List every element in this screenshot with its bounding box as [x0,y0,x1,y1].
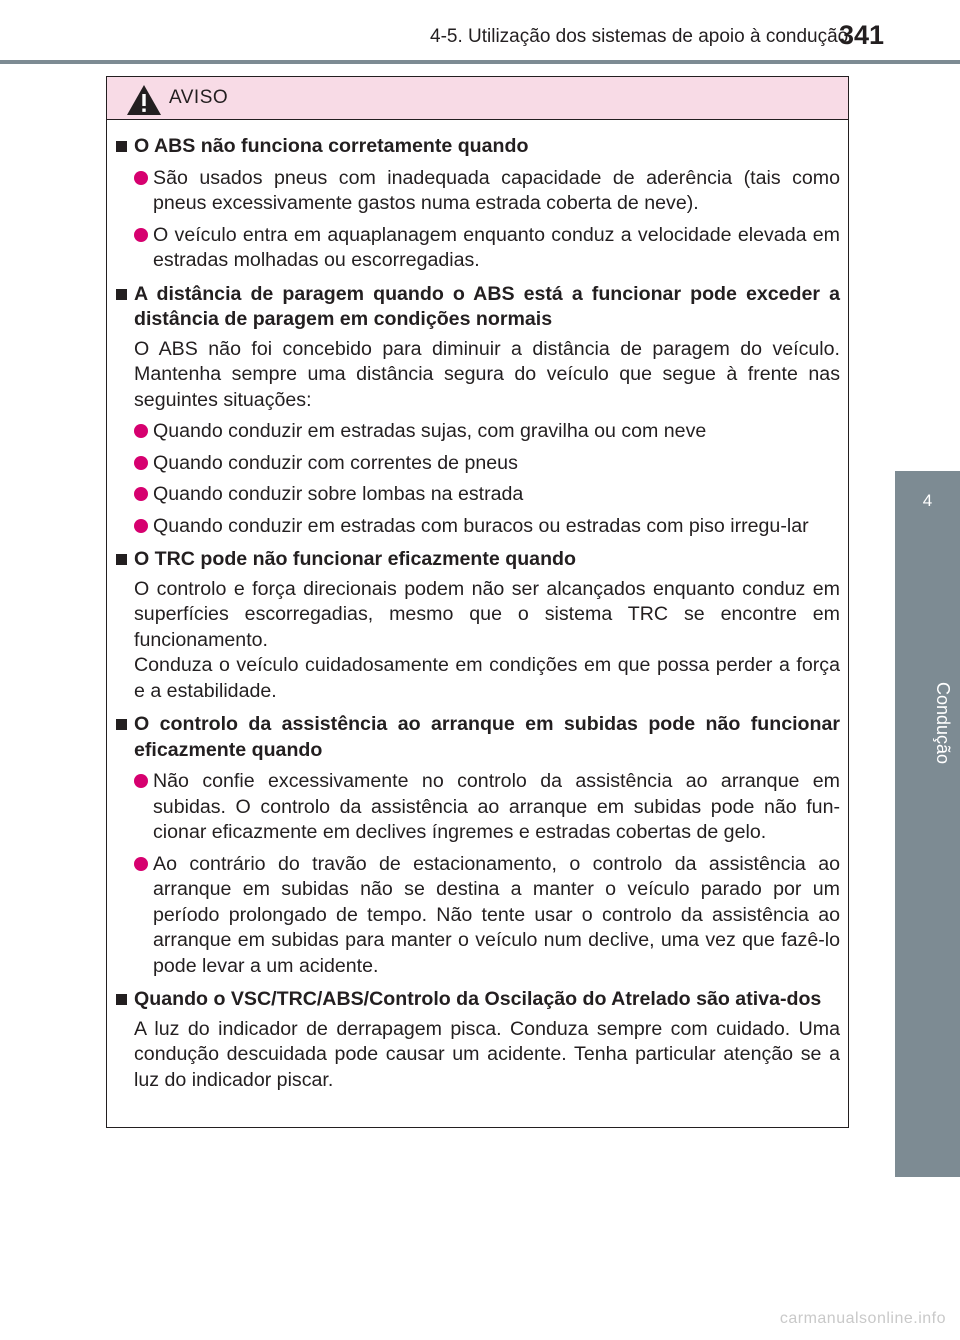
square-bullet-icon [116,994,127,1005]
warning-section [115,134,840,274]
bullet-text: O veículo entra em aquaplanagem enquanto conduz a velocidade elevada em estradas molhadas ou escorregadias. [153,223,840,271]
paragraph: O ABS não foi concebido para diminuir a distância de paragem do veículo. Mantenha sempre uma distância segura do veículo que segue à frente nas seguintes situações: [134,337,840,411]
chapter-number: 4 [922,491,933,510]
circle-bullet-icon [134,519,148,533]
warning-section [115,547,840,704]
bullet-text: Quando conduzir sobre lombas na estrada [153,483,524,505]
bullet-text: Quando conduzir em estradas sujas, com gravilha ou com neve [153,420,707,442]
page-number: 341 [838,20,884,50]
warning-section [115,282,840,540]
section-heading: A distância de paragem quando o ABS está a funcionar pode exceder a distância de paragem em condições normais [134,282,840,330]
bullet-item [134,769,840,846]
square-bullet-icon [116,289,127,300]
paragraph: A luz do indicador de derrapagem pisca. Conduza sempre com cuidado. Uma condução descuidada pode causar um acidente. Tenha particular atenção se a luz do indicador piscar. [134,1017,840,1091]
circle-bullet-icon [134,456,148,470]
warning-section [115,987,840,1093]
bullet-item [134,451,840,477]
circle-bullet-icon [134,424,148,438]
square-bullet-icon [116,719,127,730]
bullet-item [134,419,840,445]
warning-body [107,120,848,1093]
header-rule [0,60,960,64]
section-heading: O controlo da assistência ao arranque em subidas pode não funcionar eficazmente quando [134,713,840,761]
bullet-text: Não confie excessivamente no controlo da assistência ao arranque em subidas. O controlo da assistência ao arranque em subidas pode não fun-cionar eficazmente em declives íngremes e estradas cobertas de gelo. [153,770,840,843]
circle-bullet-icon [134,774,148,788]
bullet-text: São usados pneus com inadequada capacidade de aderência (tais como pneus excessivamente gastos numa estrada coberta de neve). [153,166,840,214]
bullet-item [134,482,840,508]
bullet-item [134,852,840,980]
warning-header [107,77,848,120]
warning-box [106,76,849,1128]
circle-bullet-icon [134,487,148,501]
section-title: 4-5. Utilização dos sistemas de apoio à condução [430,26,849,47]
circle-bullet-icon [134,857,148,871]
chapter-tab[interactable] [895,471,960,1177]
chapter-name: Condução [933,681,953,765]
bullet-item [134,223,840,274]
section-heading: O ABS não funciona corretamente quando [134,135,529,157]
bullet-item [134,166,840,217]
circle-bullet-icon [134,228,148,242]
section-heading: Quando o VSC/TRC/ABS/Controlo da Oscilação do Atrelado são ativa-dos [134,988,822,1010]
warning-triangle-icon [126,84,162,116]
bullet-text: Ao contrário do travão de estacionamento, o controlo da assistência ao arranque em subidas não se destina a manter o veículo parado por um período prolongado de tempo. Não tente usar o controlo da assistência ao arranque em subidas para manter o veículo num declive, uma vez que fazê-lo pode levar a um acidente. [153,852,840,977]
square-bullet-icon [116,141,127,152]
warning-label: AVISO [169,87,229,108]
paragraph: Conduza o veículo cuidadosamente em condições em que possa perder a força e a estabilidade. [134,654,840,702]
watermark: carmanualsonline.info [779,1310,946,1327]
bullet-item [134,514,840,540]
square-bullet-icon [116,554,127,565]
section-heading: O TRC pode não funcionar eficazmente quando [134,548,576,570]
bullet-text: Quando conduzir em estradas com buracos ou estradas com piso irregu-lar [153,514,809,537]
bullet-text: Quando conduzir com correntes de pneus [153,451,518,474]
warning-section [115,712,840,979]
circle-bullet-icon [134,171,148,185]
paragraph: O controlo e força direcionais podem não ser alcançados enquanto conduz em superfícies escorregadias, mesmo que o sistema TRC se encontre em funcionamento. [134,577,840,651]
